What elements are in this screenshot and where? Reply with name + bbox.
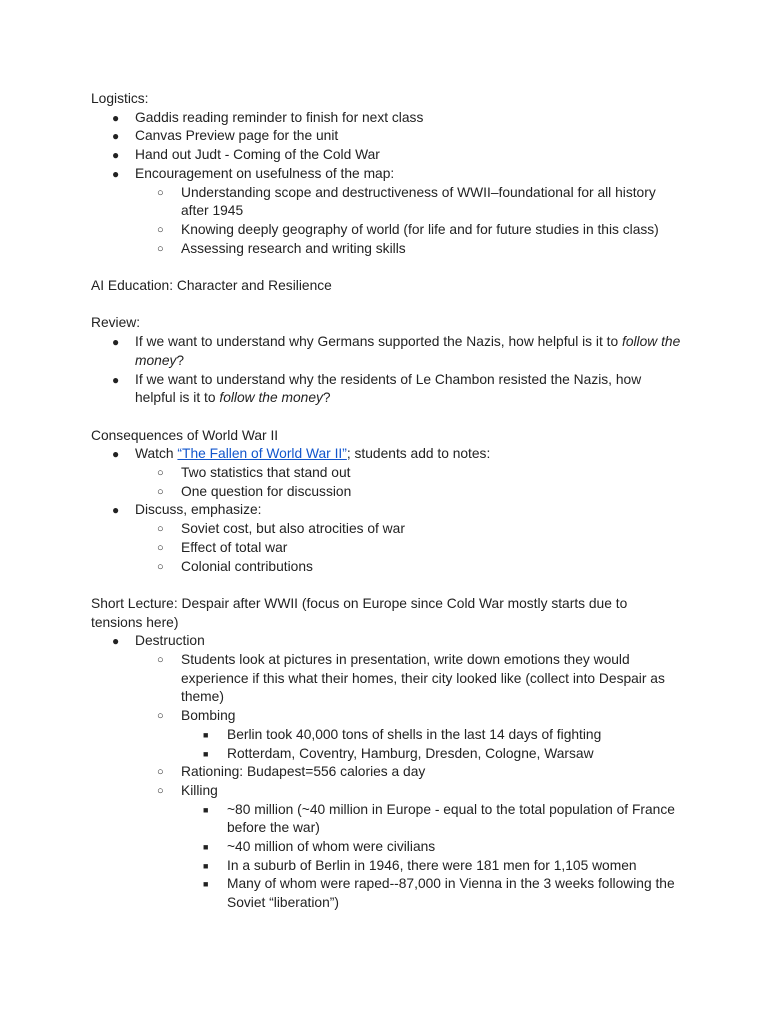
watch-sublist [135,464,681,501]
list-item: ● Destruction ○ Students look at pictures in presentation, write down emotions they would experience if this what their homes, their city looked like (collect into Despair as theme) ○ Bombing ■ Berlin took 40,000 tons of shells in the last 14 days of fighting ■ Rotterdam, Coventry, Hamburg, Dresden, Cologne, Warsaw ○ Rationing: Budapest=556 calories a day ○ Killing ■ ~80 million (~40 million in Europe - equal to the total population of France before the war) ■ ~40 million of whom were civilians ■ In a suburb of Berlin in 1946, there were 181 men for 1,105 women ■ Many of whom were raped--87,000 in Vienna in the 3 weeks following the Soviet “liberation”) [91,632,681,913]
review-list [91,333,681,408]
square-bullet-icon: ■ [203,860,209,871]
list-item: ■ ~40 million of whom were civilians [181,838,681,857]
list-item: ○ Knowing deeply geography of world (for life and for future studies in this class) [135,221,681,240]
fallen-of-ww2-link[interactable]: “The Fallen of World War II” [177,446,347,462]
map-usefulness-list [135,184,681,259]
killing-sublist [181,801,681,913]
bullet-icon: ● [112,335,120,350]
list-item: ● If we want to understand why Germans supported the Nazis, how helpful is it to follow the money? [112,334,681,368]
list-item: ● Discuss, emphasize: ○ Soviet cost, but also atrocities of war ○ Effect of total war ○ Colonial contributions [91,501,681,576]
list-item: ● Hand out Judt - Coming of the Cold War [91,146,681,165]
square-bullet-icon: ■ [203,804,209,815]
circle-bullet-icon: ○ [157,541,164,554]
circle-bullet-icon: ○ [157,654,164,667]
list-item: ○ Soviet cost, but also atrocities of war [135,520,681,539]
list-item: ■ ~80 million (~40 million in Europe - equal to the total population of France before the war) [203,801,675,836]
ai-education-heading: AI Education: Character and Resilience [91,278,332,294]
list-item: ■ In a suburb of Berlin in 1946, there were 181 men for 1,105 women [181,857,681,876]
list-item: ● Gaddis reading reminder to finish for next class [91,109,681,128]
list-item: ● Encouragement on usefulness of the map: ○ Understanding scope and destructiveness of WWII–foundational for all history after 1945 ○ Knowing deeply geography of world (for life and for future studies in this class) ○ Assessing research and writing skills [91,165,681,259]
list-item: ○ Colonial contributions [135,558,681,577]
review-heading: Review: [91,315,141,331]
list-item: ○ Understanding scope and destructiveness of WWII–foundational for all history after 1945 [157,184,656,219]
square-bullet-icon: ■ [203,748,209,759]
bullet-icon: ● [112,503,120,518]
square-bullet-icon: ■ [203,879,209,890]
circle-bullet-icon: ○ [157,710,164,723]
square-bullet-icon: ■ [203,729,209,740]
list-item: ■ Rotterdam, Coventry, Hamburg, Dresden, Cologne, Warsaw [181,745,681,764]
lecture-list [91,632,681,913]
list-item: ○ Students look at pictures in presentation, write down emotions they would experience if this what their homes, their city looked like (collect into Despair as theme) [157,652,665,705]
bullet-icon: ● [112,148,120,163]
list-item: ○ Killing ■ ~80 million (~40 million in Europe - equal to the total population of France before the war) ■ ~40 million of whom were civilians ■ In a suburb of Berlin in 1946, there were 181 men for 1,105 women ■ Many of whom were raped--87,000 in Vienna in the 3 weeks following the Soviet “liberation”) [135,782,681,913]
circle-bullet-icon: ○ [157,467,164,480]
discuss-sublist [135,520,681,576]
circle-bullet-icon: ○ [157,242,164,255]
bullet-icon: ● [112,634,120,649]
circle-bullet-icon: ○ [157,784,164,797]
square-bullet-icon: ■ [203,842,209,853]
circle-bullet-icon: ○ [157,186,164,199]
consequences-heading: Consequences of World War II [91,427,279,443]
list-item: ○ One question for discussion [135,483,681,502]
circle-bullet-icon: ○ [157,485,164,498]
circle-bullet-icon: ○ [157,223,164,236]
list-item: ○ Assessing research and writing skills [135,240,681,259]
bombing-sublist [181,726,681,763]
list-item: ○ Effect of total war [135,539,681,558]
list-item: ○ Rationing: Budapest=556 calories a day [135,763,681,782]
bullet-icon: ● [112,372,120,387]
circle-bullet-icon: ○ [157,766,164,779]
bullet-icon: ● [112,129,120,144]
list-item: ● If we want to understand why the residents of Le Chambon resisted the Nazis, how helpful is it to follow the money? [112,371,642,406]
list-item: ● Canvas Preview page for the unit [91,127,681,146]
circle-bullet-icon: ○ [157,560,164,573]
consequences-list [91,445,681,576]
bullet-icon: ● [112,110,120,125]
destruction-sublist [135,651,681,913]
logistics-list [91,109,681,259]
list-item: ■ Many of whom were raped--87,000 in Vienna in the 3 weeks following the Soviet “liberation”) [203,876,675,911]
lecture-heading: Short Lecture: Despair after WWII (focus on Europe since Cold War mostly starts due to tensions here) [91,595,628,630]
document-body [91,90,681,913]
list-item: ○ Two statistics that stand out [135,464,681,483]
bullet-icon: ● [112,447,120,462]
list-item: ■ Berlin took 40,000 tons of shells in the last 14 days of fighting [181,726,681,745]
list-item: ● Watch “The Fallen of World War II”; students add to notes: ○ Two statistics that stand out ○ One question for discussion [91,445,681,501]
list-item: ○ Bombing ■ Berlin took 40,000 tons of shells in the last 14 days of fighting ■ Rotterdam, Coventry, Hamburg, Dresden, Cologne, Warsaw [135,707,681,763]
logistics-heading: Logistics: [91,91,149,106]
bullet-icon: ● [112,166,120,181]
circle-bullet-icon: ○ [157,523,164,536]
